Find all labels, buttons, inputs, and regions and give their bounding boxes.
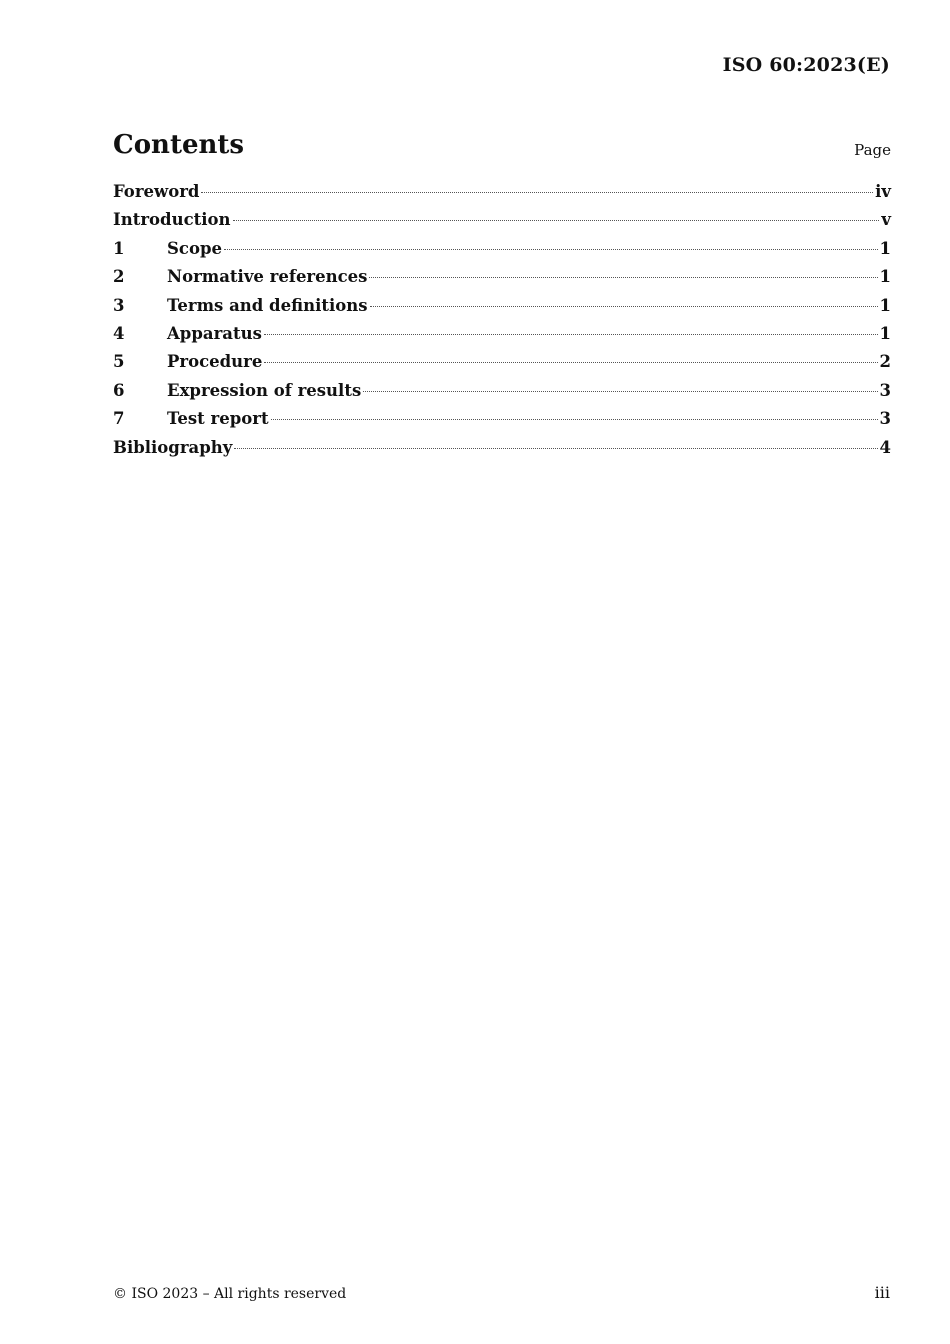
toc-entry-title: Test report bbox=[167, 409, 269, 429]
footer-page-number: iii bbox=[874, 1283, 890, 1302]
toc-entry-title: Expression of results bbox=[167, 380, 362, 400]
toc-entry-page: 4 bbox=[879, 437, 891, 457]
contents-title: Contents bbox=[113, 130, 245, 160]
toc-entry-normative-references[interactable] bbox=[113, 267, 891, 295]
toc-dot-leader bbox=[264, 362, 877, 363]
contents-header bbox=[113, 130, 891, 164]
toc-entry-page: 3 bbox=[879, 380, 891, 400]
toc-entry-page: 1 bbox=[879, 295, 891, 315]
toc-entry-terms-and-definitions[interactable] bbox=[113, 296, 891, 324]
toc-entry-title: Introduction bbox=[113, 210, 231, 230]
toc-entry-page: 1 bbox=[879, 267, 891, 287]
toc-entry-title: Foreword bbox=[113, 182, 200, 201]
toc-entry-expression-of-results[interactable] bbox=[113, 381, 891, 409]
toc-entry-foreword[interactable] bbox=[113, 182, 891, 210]
toc-entry-number: 3 bbox=[113, 295, 125, 315]
toc-entry-scope[interactable] bbox=[113, 239, 891, 267]
toc-entry-page: iv bbox=[875, 182, 891, 201]
toc-entry-title: Scope bbox=[167, 238, 223, 258]
toc-entry-title: Terms and definitions bbox=[167, 295, 368, 315]
toc-entry-number: 2 bbox=[113, 267, 125, 287]
toc-dot-leader bbox=[224, 249, 878, 250]
toc-dot-leader bbox=[234, 448, 877, 449]
toc-entry-page: v bbox=[881, 210, 891, 230]
toc-entry-test-report[interactable] bbox=[113, 409, 891, 437]
document-id: ISO 60:2023(E) bbox=[722, 54, 890, 76]
toc-entry-apparatus[interactable] bbox=[113, 324, 891, 352]
toc-dot-leader bbox=[264, 334, 878, 335]
toc-entry-title: Bibliography bbox=[113, 437, 233, 457]
toc-entry-number: 7 bbox=[113, 409, 125, 429]
toc-entry-number: 6 bbox=[113, 380, 125, 400]
toc-entry-introduction[interactable] bbox=[113, 210, 891, 238]
toc-entry-page: 3 bbox=[879, 409, 891, 429]
toc-dot-leader bbox=[271, 419, 878, 420]
toc-entry-bibliography[interactable] bbox=[113, 438, 891, 466]
toc-entry-title: Apparatus bbox=[167, 323, 262, 343]
toc-dot-leader bbox=[201, 192, 873, 193]
toc-dot-leader bbox=[233, 220, 880, 221]
toc-entry-page: 1 bbox=[879, 323, 891, 343]
toc-dot-leader bbox=[370, 306, 878, 307]
toc-entry-title: Procedure bbox=[167, 352, 263, 372]
toc-entry-number: 4 bbox=[113, 323, 125, 343]
table-of-contents bbox=[113, 182, 891, 466]
toc-entry-page: 1 bbox=[879, 238, 891, 258]
toc-dot-leader bbox=[369, 277, 877, 278]
toc-entry-page: 2 bbox=[879, 352, 891, 372]
toc-entry-number: 5 bbox=[113, 352, 125, 372]
toc-entry-title: Normative references bbox=[167, 267, 368, 287]
toc-entry-number: 1 bbox=[113, 238, 125, 258]
page-column-label: Page bbox=[854, 141, 891, 159]
footer-copyright: © ISO 2023 – All rights reserved bbox=[113, 1286, 347, 1302]
toc-entry-procedure[interactable] bbox=[113, 352, 891, 380]
toc-dot-leader bbox=[363, 391, 877, 392]
